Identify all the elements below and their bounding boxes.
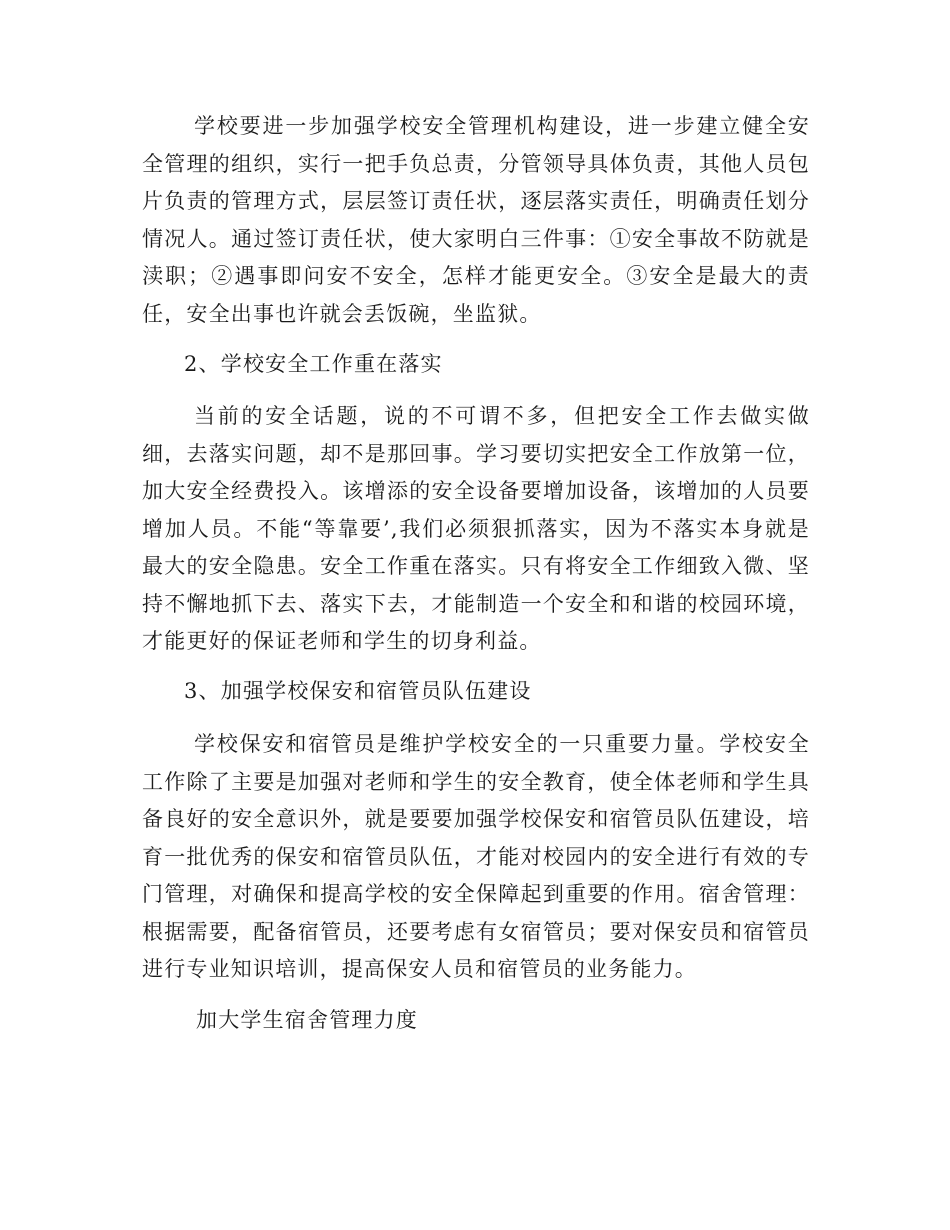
section-heading-security-staff: 3、加强学校保安和宿管员队伍建设 <box>184 679 532 703</box>
paragraph-safety-organization: 学校要进一步加强学校安全管理机构建设，进一步建立健全安全管理的组织，实行一把手负总责，分管领导具体负责，其他人员包片负责的管理方式，层层签订责任状，逐层落实责任，明确责任划分情况人。通过签订责任状，使大家明白三件事：①安全事故不防就是渎职；②遇事即问安不安全，怎样才能更安全。③安全是最大的责任，安全出事也许就会丢饭碗，坐监狱。 <box>142 114 810 326</box>
section-heading-dormitory-management: 加大学生宿舍管理力度 <box>196 1008 418 1032</box>
paragraph-security-staff: 学校保安和宿管员是维护学校安全的一只重要力量。学校安全工作除了主要是加强对老师和学生的安全教育，使全体老师和学生具备良好的安全意识外，就是要要加强学校保安和宿管员队伍建设，培育一批优秀的保安和宿管员队伍，才能对校园内的安全进行有效的专门管理，对确保和提高学校的安全保障起到重要的作用。宿舍管理：根据需要，配备宿管员，还要考虑有女宿管员；要对保安员和宿管员进行专业知识培训，提高保安人员和宿管员的业务能力。 <box>142 732 810 981</box>
paragraph-safety-implementation: 当前的安全话题，说的不可谓不多，但把安全工作去做实做细，去落实问题，却不是那回事。学习要切实把安全工作放第一位，加大安全经费投入。该增添的安全设备要增加设备，该增加的人员要增加人员。不能“等靠要’,我们必须狠抓落实，因为不落实本身就是最大的安全隐患。安全工作重在落实。只有将安全工作细致入微、坚持不懈地抓下去、落实下去，才能制造一个安全和和谐的校园环境，才能更好的保证老师和学生的切身利益。 <box>142 404 810 653</box>
section-heading-implementation: 2、学校安全工作重在落实 <box>184 352 443 376</box>
